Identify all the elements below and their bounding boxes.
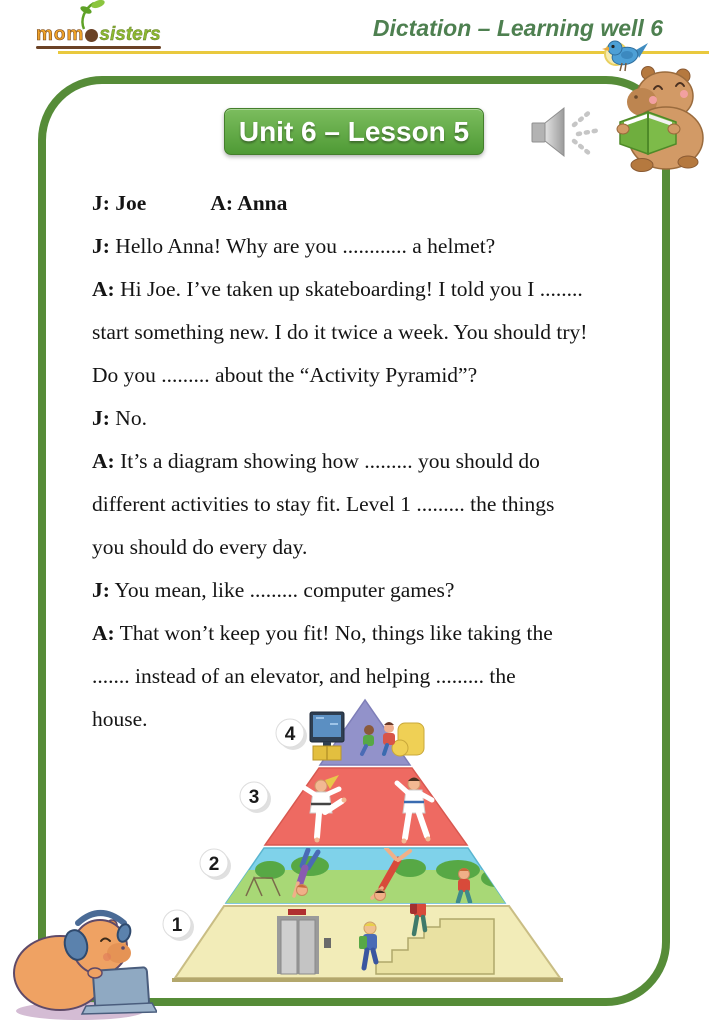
pyramid-level-3 — [265, 768, 467, 845]
dialogue-line: ....... instead of an elevator, and helping ......... the — [92, 664, 516, 688]
svg-text:3: 3 — [248, 787, 260, 808]
svg-text:2: 2 — [208, 854, 220, 875]
dialogue-line: A: Hi Joe. I’ve taken up skateboarding! I told you I ........ — [92, 277, 583, 301]
level-badge-4 — [276, 719, 307, 750]
legend-joe: J: Joe — [92, 191, 147, 215]
sprout-icon — [76, 0, 110, 30]
dialogue-line: J: No. — [92, 406, 147, 430]
speaker-legend — [92, 182, 652, 225]
dialogue-line: A: That won’t keep you fit! No, things like taking the — [92, 621, 553, 645]
logo-text-mom: mom — [36, 24, 85, 45]
dialogue-line: J: You mean, like ......... computer games? — [92, 578, 455, 602]
dialogue-line: start something new. I do it twice a week. You should try! — [92, 320, 588, 344]
tv — [310, 712, 344, 760]
capybara-headphones-mascot — [2, 893, 157, 1023]
dialogue-line: Do you ......... about the “Activity Pyramid”? — [92, 363, 478, 387]
level-badge-2 — [200, 849, 231, 880]
level-badge-1 — [163, 910, 194, 941]
svg-text:4: 4 — [284, 724, 296, 745]
lesson-title-badge: Unit 6 – Lesson 5 — [224, 108, 484, 155]
legend-anna: A: Anna — [210, 191, 288, 215]
level-badge-3 — [240, 782, 271, 813]
logo-text-sisters: sisters — [99, 24, 161, 45]
blue-bird-icon — [602, 41, 648, 71]
pyramid-level-4 — [310, 700, 424, 765]
laptop-icon — [82, 967, 157, 1014]
dialogue-text — [92, 182, 652, 741]
logo-underline — [36, 46, 161, 49]
pyramid-level-2 — [218, 848, 513, 903]
dialogue-line: different activities to stay fit. Level 1 ......... the things — [92, 492, 555, 516]
dialogue-line: you should do every day. — [92, 535, 308, 559]
logo — [36, 25, 161, 49]
seed-icon — [85, 29, 98, 42]
sofa — [392, 723, 424, 756]
dialogue-line: house. — [92, 707, 148, 731]
capybara-reading-mascot — [586, 34, 709, 172]
page-title: Dictation – Learning well 6 — [372, 15, 663, 41]
dialogue-line: J: Hello Anna! Why are you ............ a helmet? — [92, 234, 496, 258]
dialogue-line: A: It’s a diagram showing how ......... you should do — [92, 449, 540, 473]
svg-text:1: 1 — [171, 915, 183, 936]
activity-pyramid-illustration — [158, 690, 572, 988]
